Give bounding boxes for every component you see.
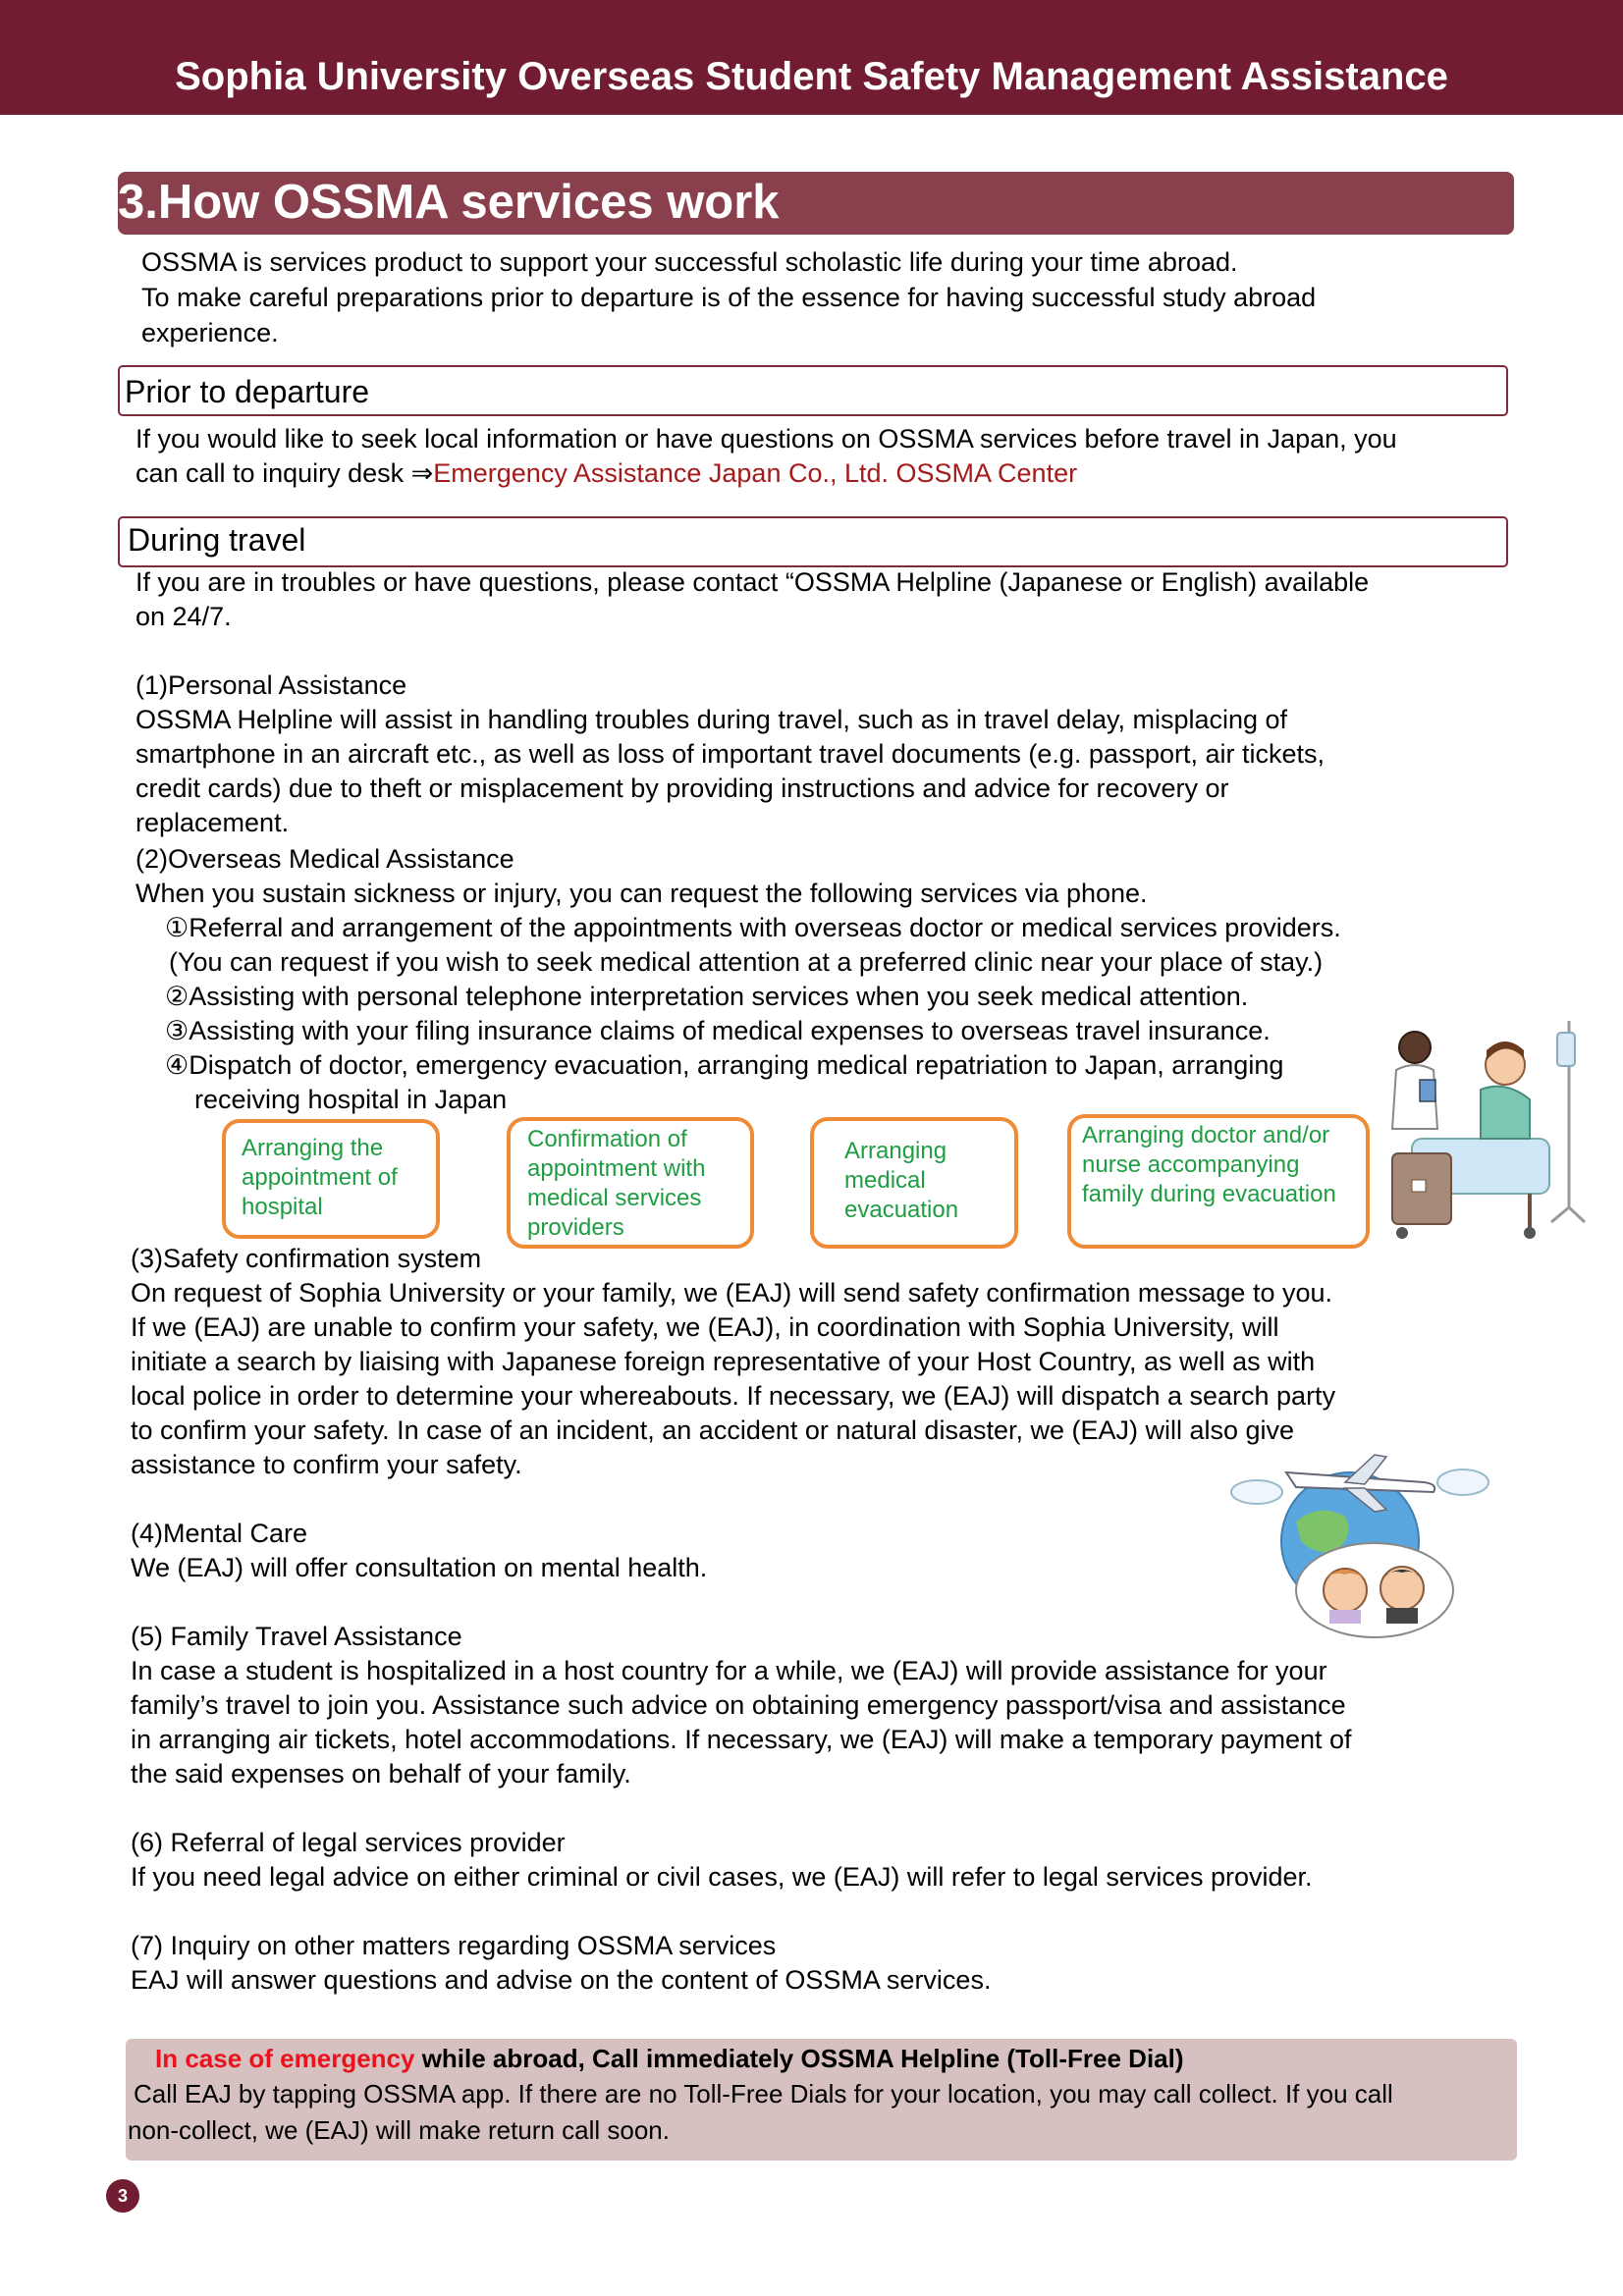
personal-line: replacement. — [135, 808, 290, 837]
personal-line: credit cards) due to theft or misplacement by providing instructions and advice for recovery or — [135, 774, 1229, 803]
during-line-2: on 24/7. — [135, 602, 232, 631]
safety-title: (3)Safety confirmation system — [131, 1244, 482, 1273]
legal-title: (6) Referral of legal services provider — [131, 1828, 566, 1857]
ossma-center-link: Emergency Assistance Japan Co., Ltd. OSSMA Center — [433, 458, 1078, 488]
safety-line: assistance to confirm your safety. — [131, 1450, 522, 1479]
safety-line: On request of Sophia University or your family, we (EAJ) will send safety confirmation message to you. — [131, 1278, 1333, 1308]
during-line-1: If you are in troubles or have questions, please contact “OSSMA Helpline (Japanese or English) available — [135, 567, 1370, 597]
emergency-line-3: non-collect, we (EAJ) will make return call soon. — [128, 2115, 670, 2145]
intro-line-2: To make careful preparations prior to departure is of the essence for having successful study abroad — [141, 283, 1317, 312]
safety-line: to confirm your safety. In case of an incident, an accident or natural disaster, we (EAJ) will also give — [131, 1415, 1295, 1445]
emergency-line-2: Call EAJ by tapping OSSMA app. If there are no Toll-Free Dials for your location, you may call collect. If you call — [134, 2079, 1393, 2109]
during-heading-box — [118, 516, 1508, 567]
mental-title: (4)Mental Care — [131, 1519, 308, 1548]
globe-family-illustration — [1227, 1443, 1492, 1649]
legal-line: If you need legal advice on either criminal or civil cases, we (EAJ) will refer to legal services provider. — [131, 1862, 1313, 1892]
service-box-evacuation-text: Arranging medical evacuation — [844, 1138, 959, 1223]
medical-item: ①Referral and arrangement of the appointments with overseas doctor or medical services providers. — [165, 913, 1341, 942]
during-heading: During travel — [128, 522, 306, 558]
family-line: in arranging air tickets, hotel accommodations. If necessary, we (EAJ) will make a temporary payment of — [131, 1725, 1352, 1754]
medical-item: (You can request if you wish to seek medical attention at a preferred clinic near your place of stay.) — [169, 947, 1324, 977]
family-line: In case a student is hospitalized in a host country for a while, we (EAJ) will provide assistance for your — [131, 1656, 1327, 1685]
prior-line-2-prefix: can call to inquiry desk ⇒ — [135, 458, 434, 488]
safety-line: If we (EAJ) are unable to confirm your safety, we (EAJ), in coordination with Sophia University, will — [131, 1312, 1279, 1342]
service-box-hospital-text: Arranging the appointment of hospital — [242, 1135, 398, 1220]
personal-title: (1)Personal Assistance — [135, 670, 407, 700]
family-line: family’s travel to join you. Assistance such advice on obtaining emergency passport/visa and assistance — [131, 1690, 1346, 1720]
mental-line: We (EAJ) will offer consultation on mental health. — [131, 1553, 708, 1582]
hospital-illustration — [1382, 1011, 1589, 1256]
medical-item: receiving hospital in Japan — [194, 1085, 508, 1114]
section-title: 3.How OSSMA services work — [118, 176, 780, 229]
medical-intro: When you sustain sickness or injury, you can request the following services via phone. — [135, 879, 1148, 908]
prior-line-1: If you would like to seek local information or have questions on OSSMA services before travel in Japan, you — [135, 424, 1397, 454]
family-line: the said expenses on behalf of your family. — [131, 1759, 631, 1789]
safety-line: local police in order to determine your whereabouts. If necessary, we (EAJ) will dispatch a search party — [131, 1381, 1336, 1411]
header-title: Sophia University Overseas Student Safety Management Assistance — [175, 55, 1448, 98]
emergency-red-text: In case of emergency — [155, 2044, 415, 2073]
service-box-confirmation-text: Confirmation of appointment with medical services providers — [527, 1126, 706, 1241]
prior-line-2 — [135, 456, 1077, 491]
page-number: 3 — [106, 2179, 139, 2213]
personal-line: OSSMA Helpline will assist in handling troubles during travel, such as in travel delay, misplacing of — [135, 705, 1288, 734]
prior-heading: Prior to departure — [125, 374, 370, 409]
emergency-bold-text: while abroad, Call immediately OSSMA Helpline (Toll-Free Dial) — [414, 2044, 1184, 2073]
personal-line: smartphone in an aircraft etc., as well as loss of important travel documents (e.g. passport, air tickets, — [135, 739, 1325, 769]
inquiry-line: EAJ will answer questions and advise on the content of OSSMA services. — [131, 1965, 992, 1995]
family-title: (5) Family Travel Assistance — [131, 1622, 462, 1651]
intro-line-1: OSSMA is services product to support your successful scholastic life during your time abroad. — [141, 247, 1238, 277]
emergency-headline — [155, 2041, 1184, 2076]
medical-item: ②Assisting with personal telephone interpretation services when you seek medical attention. — [165, 982, 1249, 1011]
medical-title: (2)Overseas Medical Assistance — [135, 844, 514, 874]
safety-line: initiate a search by liaising with Japanese foreign representative of your Host Country, as well as with — [131, 1347, 1316, 1376]
inquiry-title: (7) Inquiry on other matters regarding OSSMA services — [131, 1931, 777, 1960]
medical-item: ④Dispatch of doctor, emergency evacuation, arranging medical repatriation to Japan, arranging — [165, 1050, 1284, 1080]
medical-item: ③Assisting with your filing insurance claims of medical expenses to overseas travel insurance. — [165, 1016, 1271, 1045]
service-box-accompany-text: Arranging doctor and/or nurse accompanying family during evacuation — [1082, 1122, 1336, 1207]
intro-line-3: experience. — [141, 318, 279, 347]
